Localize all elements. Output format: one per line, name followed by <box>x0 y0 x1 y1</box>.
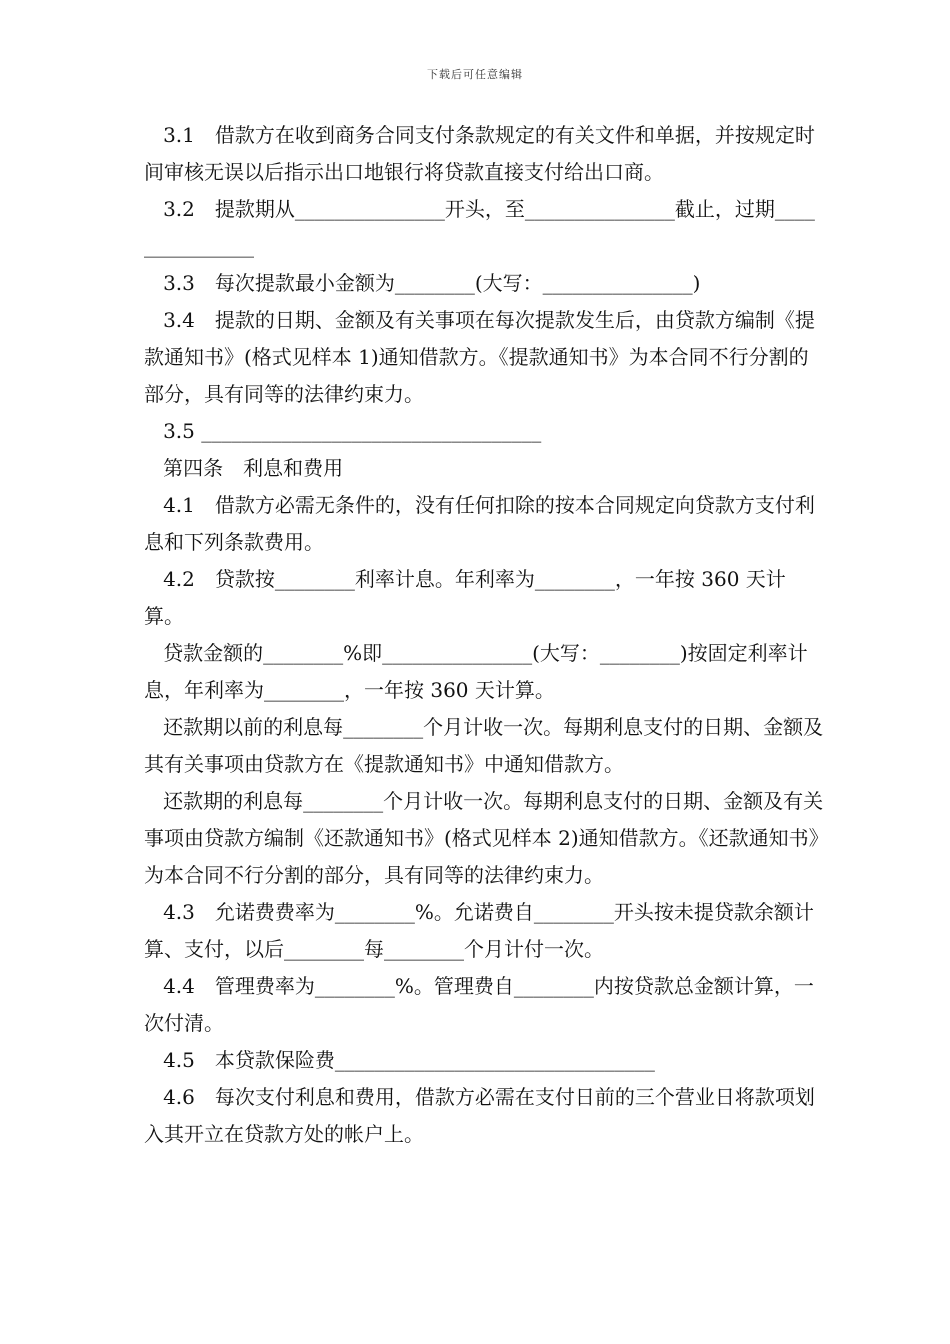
clause-3-4: 3.4 提款的日期、金额及有关事项在每次提款发生后，由贷款方编制《提款通知书》(格式见样本 1)通知借款方。《提款通知书》为本合同不行分割的部分，具有同等的法律约束力。 <box>144 308 815 406</box>
clause-4-6: 4.6 每次支付利息和费用，借款方必需在支付日前的三个营业日将款项划入其开立在贷款方处的帐户上。 <box>144 1085 815 1146</box>
clause-3-2: 3.2 提款期从_______________开头，至_______________截止，过期_______________ <box>144 197 815 258</box>
article-4-heading: 第四条 利息和费用 <box>144 456 344 480</box>
clause-3-3: 3.3 每次提款最小金额为________(大写：_______________) <box>144 271 701 295</box>
clause-4-2-fixed-rate: 贷款金额的________%即_______________(大写：________)按固定利率计息，年利率为________，一年按 360 天计算。 <box>144 641 808 702</box>
clause-4-1: 4.1 借款方必需无条件的，没有任何扣除的按本合同规定向贷款方支付利息和下列条款费用。 <box>144 493 815 554</box>
clause-4-3: 4.3 允诺费费率为________%。允诺费自________开头按未提贷款余额计算、支付，以后________每________个月计付一次。 <box>144 900 814 961</box>
page-header: 下载后可任意编辑 <box>427 68 523 81</box>
clause-3-1: 3.1 借款方在收到商务合同支付条款规定的有关文件和单据，并按规定时间审核无误以后指示出口地银行将贷款直接支付给出口商。 <box>144 123 815 184</box>
clause-4-4: 4.4 管理费率为________%。管理费自________内按贷款总金额计算，一次付清。 <box>144 974 814 1035</box>
clause-4-2-repayment-interest: 还款期的利息每________个月计收一次。每期利息支付的日期、金额及有关事项由贷款方编制《还款通知书》(格式见样本 2)通知借款方。《还款通知书》为本合同不行分割的部分，具有同等的法律约束力。 <box>144 789 824 887</box>
clause-4-2: 4.2 贷款按________利率计息。年利率为________，一年按 360 天计算。 <box>144 567 786 628</box>
clause-3-5: 3.5 __________________________________ <box>144 419 542 443</box>
contract-body <box>144 117 824 1153</box>
clause-4-2-pre-repayment-interest: 还款期以前的利息每________个月计收一次。每期利息支付的日期、金额及其有关事项由贷款方在《提款通知书》中通知借款方。 <box>144 715 824 776</box>
clause-4-5: 4.5 本贷款保险费________________________________ <box>144 1048 655 1072</box>
